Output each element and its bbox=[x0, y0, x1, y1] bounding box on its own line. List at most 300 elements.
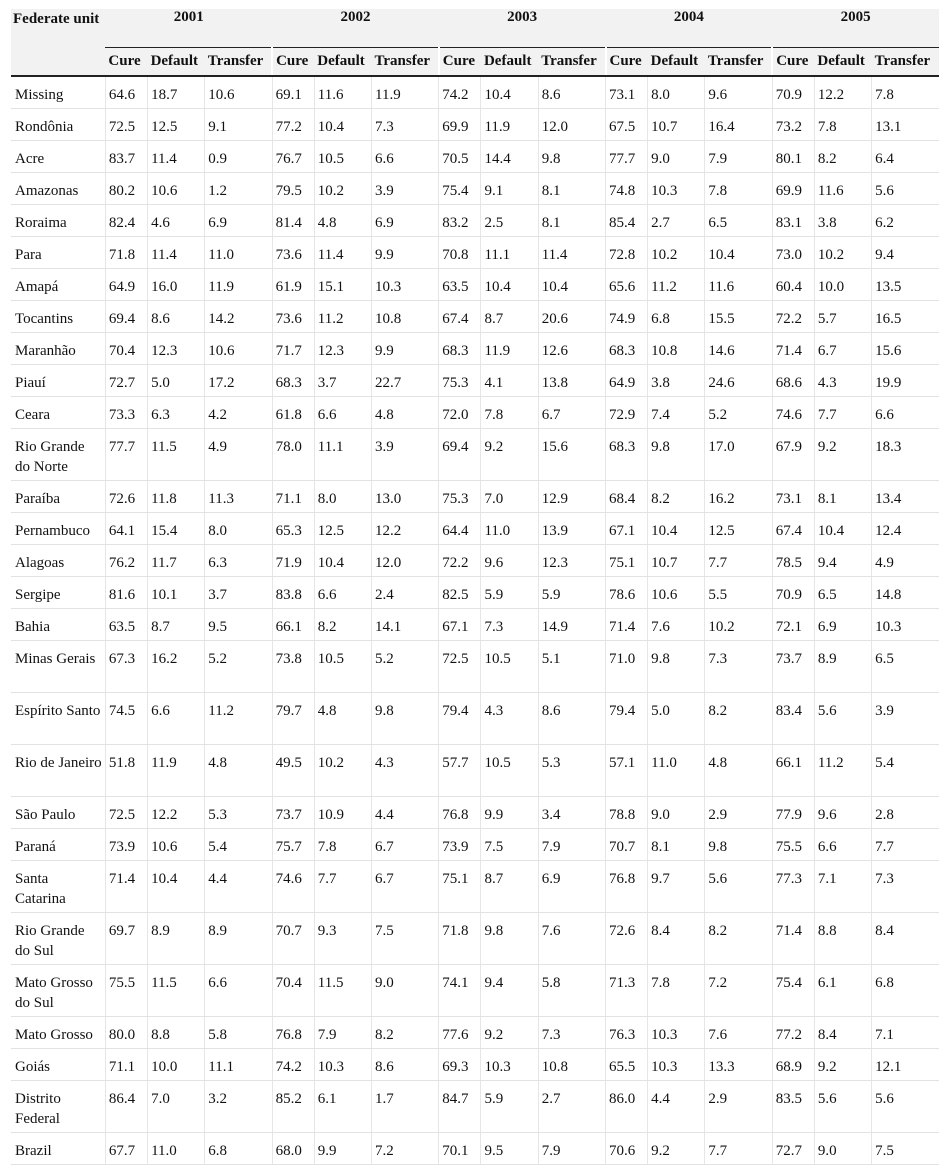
cure-2002-cell: 71.7 bbox=[272, 333, 314, 365]
default-2003-cell: 4.1 bbox=[481, 365, 538, 397]
transfer-2002-cell: 11.9 bbox=[372, 76, 439, 109]
cure-2001-cell: 77.7 bbox=[105, 429, 147, 481]
default-2002-cell: 10.4 bbox=[314, 109, 371, 141]
default-2005-cell: 8.1 bbox=[814, 481, 871, 513]
cure-2003-cell: 67.4 bbox=[439, 301, 481, 333]
federate-unit-cell: Minas Gerais bbox=[11, 641, 105, 693]
cure-2003-cell: 79.4 bbox=[439, 693, 481, 745]
default-2003-cell: 9.2 bbox=[481, 429, 538, 481]
cure-2002-cell: 71.9 bbox=[272, 545, 314, 577]
default-2003-cell: 9.6 bbox=[481, 545, 538, 577]
transfer-2002-cell: 2.4 bbox=[372, 577, 439, 609]
transfer-2005-cell: 6.2 bbox=[872, 205, 939, 237]
cure-2003-cell: 67.1 bbox=[439, 609, 481, 641]
default-2001-cell: 8.7 bbox=[148, 609, 205, 641]
cure-2004-cell: 65.6 bbox=[606, 269, 648, 301]
default-2005-cell: 10.2 bbox=[814, 237, 871, 269]
default-2001-cell: 10.4 bbox=[148, 861, 205, 913]
cure-2003-cell: 57.7 bbox=[439, 745, 481, 797]
cure-2004-cell: 71.4 bbox=[606, 609, 648, 641]
transfer-2003-cell: 12.0 bbox=[538, 109, 605, 141]
transfer-2004-cell: 2.9 bbox=[705, 1081, 772, 1133]
federate-unit-cell: Espírito Santo bbox=[11, 693, 105, 745]
default-2003-cell: 7.0 bbox=[481, 481, 538, 513]
cure-2002-cell: 73.7 bbox=[272, 797, 314, 829]
transfer-2001-cell: 17.2 bbox=[205, 365, 272, 397]
cure-2003-cell: 75.4 bbox=[439, 173, 481, 205]
federate-unit-cell: Paraná bbox=[11, 829, 105, 861]
transfer-2003-cell: 13.9 bbox=[538, 513, 605, 545]
default-2003-cell: 11.0 bbox=[481, 513, 538, 545]
table-row bbox=[11, 641, 939, 693]
table-row bbox=[11, 513, 939, 545]
default-2003-cell: 7.8 bbox=[481, 397, 538, 429]
transfer-2001-cell: 4.9 bbox=[205, 429, 272, 481]
header-transfer-2003: Transfer bbox=[538, 48, 605, 77]
transfer-2002-cell: 5.2 bbox=[372, 641, 439, 693]
default-2002-cell: 11.4 bbox=[314, 237, 371, 269]
transfer-2005-cell: 5.6 bbox=[872, 1081, 939, 1133]
cure-2005-cell: 70.9 bbox=[772, 76, 814, 109]
transfer-2002-cell: 6.7 bbox=[372, 829, 439, 861]
header-cure-2005: Cure bbox=[772, 48, 814, 77]
cure-2001-cell: 67.7 bbox=[105, 1133, 147, 1165]
transfer-2001-cell: 11.2 bbox=[205, 693, 272, 745]
transfer-2004-cell: 15.5 bbox=[705, 301, 772, 333]
transfer-2004-cell: 5.6 bbox=[705, 861, 772, 913]
cure-2004-cell: 72.6 bbox=[606, 913, 648, 965]
cure-2004-cell: 68.3 bbox=[606, 429, 648, 481]
table-body bbox=[11, 76, 939, 1165]
header-cure-2003: Cure bbox=[439, 48, 481, 77]
cure-2002-cell: 68.3 bbox=[272, 365, 314, 397]
cure-2002-cell: 74.2 bbox=[272, 1049, 314, 1081]
header-cure-2004: Cure bbox=[606, 48, 648, 77]
transfer-2004-cell: 7.7 bbox=[705, 545, 772, 577]
transfer-2002-cell: 12.0 bbox=[372, 545, 439, 577]
cure-2001-cell: 73.9 bbox=[105, 829, 147, 861]
default-2005-cell: 3.8 bbox=[814, 205, 871, 237]
cure-2003-cell: 77.6 bbox=[439, 1017, 481, 1049]
cure-2003-cell: 63.5 bbox=[439, 269, 481, 301]
cure-2001-cell: 72.5 bbox=[105, 797, 147, 829]
federate-unit-cell: Goiás bbox=[11, 1049, 105, 1081]
cure-2001-cell: 51.8 bbox=[105, 745, 147, 797]
transfer-2005-cell: 19.9 bbox=[872, 365, 939, 397]
cure-2002-cell: 70.7 bbox=[272, 913, 314, 965]
table-row bbox=[11, 1081, 939, 1133]
cure-2003-cell: 76.8 bbox=[439, 797, 481, 829]
cure-2005-cell: 77.2 bbox=[772, 1017, 814, 1049]
default-2001-cell: 10.6 bbox=[148, 173, 205, 205]
cure-2005-cell: 75.5 bbox=[772, 829, 814, 861]
transfer-2003-cell: 5.1 bbox=[538, 641, 605, 693]
transfer-2003-cell: 10.4 bbox=[538, 269, 605, 301]
cure-2005-cell: 73.0 bbox=[772, 237, 814, 269]
transfer-2005-cell: 2.8 bbox=[872, 797, 939, 829]
default-2005-cell: 9.2 bbox=[814, 429, 871, 481]
transfer-2005-cell: 7.8 bbox=[872, 76, 939, 109]
default-2002-cell: 3.7 bbox=[314, 365, 371, 397]
cure-2004-cell: 74.8 bbox=[606, 173, 648, 205]
default-2001-cell: 6.6 bbox=[148, 693, 205, 745]
transfer-2004-cell: 9.8 bbox=[705, 829, 772, 861]
default-2003-cell: 9.2 bbox=[481, 1017, 538, 1049]
default-2005-cell: 4.3 bbox=[814, 365, 871, 397]
cure-2003-cell: 75.1 bbox=[439, 861, 481, 913]
default-2004-cell: 11.0 bbox=[648, 745, 705, 797]
default-2004-cell: 4.4 bbox=[648, 1081, 705, 1133]
cure-2002-cell: 68.0 bbox=[272, 1133, 314, 1165]
default-2002-cell: 12.3 bbox=[314, 333, 371, 365]
default-2004-cell: 8.4 bbox=[648, 913, 705, 965]
transfer-2001-cell: 9.1 bbox=[205, 109, 272, 141]
federate-unit-cell: Maranhão bbox=[11, 333, 105, 365]
default-2005-cell: 5.6 bbox=[814, 1081, 871, 1133]
cure-2003-cell: 69.4 bbox=[439, 429, 481, 481]
default-2002-cell: 10.4 bbox=[314, 545, 371, 577]
transfer-2004-cell: 16.4 bbox=[705, 109, 772, 141]
cure-2005-cell: 69.9 bbox=[772, 173, 814, 205]
transfer-2005-cell: 7.3 bbox=[872, 861, 939, 913]
table-row bbox=[11, 429, 939, 481]
default-2005-cell: 9.2 bbox=[814, 1049, 871, 1081]
default-2003-cell: 7.5 bbox=[481, 829, 538, 861]
cure-2001-cell: 83.7 bbox=[105, 141, 147, 173]
cure-2002-cell: 85.2 bbox=[272, 1081, 314, 1133]
transfer-2003-cell: 15.6 bbox=[538, 429, 605, 481]
default-2005-cell: 11.6 bbox=[814, 173, 871, 205]
header-year-2002: 2002 bbox=[272, 9, 439, 48]
federate-unit-cell: Mato Grosso do Sul bbox=[11, 965, 105, 1017]
cure-2001-cell: 72.5 bbox=[105, 109, 147, 141]
cure-2004-cell: 72.8 bbox=[606, 237, 648, 269]
cure-2004-cell: 78.8 bbox=[606, 797, 648, 829]
default-2001-cell: 8.9 bbox=[148, 913, 205, 965]
transfer-2005-cell: 4.9 bbox=[872, 545, 939, 577]
cure-2003-cell: 72.5 bbox=[439, 641, 481, 693]
transfer-2001-cell: 9.5 bbox=[205, 609, 272, 641]
cure-2005-cell: 83.1 bbox=[772, 205, 814, 237]
header-year-2005: 2005 bbox=[772, 9, 939, 48]
transfer-2002-cell: 4.4 bbox=[372, 797, 439, 829]
cure-2001-cell: 82.4 bbox=[105, 205, 147, 237]
default-2002-cell: 10.2 bbox=[314, 173, 371, 205]
transfer-2002-cell: 1.7 bbox=[372, 1081, 439, 1133]
transfer-2004-cell: 2.9 bbox=[705, 797, 772, 829]
default-2002-cell: 9.9 bbox=[314, 1133, 371, 1165]
cure-2004-cell: 71.3 bbox=[606, 965, 648, 1017]
default-2001-cell: 11.5 bbox=[148, 429, 205, 481]
transfer-2002-cell: 10.8 bbox=[372, 301, 439, 333]
table-row bbox=[11, 481, 939, 513]
cure-2005-cell: 71.4 bbox=[772, 913, 814, 965]
transfer-2001-cell: 11.1 bbox=[205, 1049, 272, 1081]
federate-unit-cell: Roraima bbox=[11, 205, 105, 237]
default-2002-cell: 6.1 bbox=[314, 1081, 371, 1133]
table-row bbox=[11, 205, 939, 237]
default-2003-cell: 9.4 bbox=[481, 965, 538, 1017]
cure-2001-cell: 71.4 bbox=[105, 861, 147, 913]
transfer-2003-cell: 6.9 bbox=[538, 861, 605, 913]
header-transfer-2001: Transfer bbox=[205, 48, 272, 77]
transfer-2001-cell: 0.9 bbox=[205, 141, 272, 173]
federate-unit-cell: Brazil bbox=[11, 1133, 105, 1165]
cure-2001-cell: 74.5 bbox=[105, 693, 147, 745]
cure-2005-cell: 80.1 bbox=[772, 141, 814, 173]
default-2002-cell: 4.8 bbox=[314, 205, 371, 237]
default-2005-cell: 10.4 bbox=[814, 513, 871, 545]
cure-2002-cell: 76.7 bbox=[272, 141, 314, 173]
cure-2004-cell: 67.5 bbox=[606, 109, 648, 141]
transfer-2001-cell: 10.6 bbox=[205, 333, 272, 365]
header-year-2001: 2001 bbox=[105, 9, 272, 48]
transfer-2005-cell: 13.1 bbox=[872, 109, 939, 141]
default-2004-cell: 10.6 bbox=[648, 577, 705, 609]
default-2004-cell: 7.8 bbox=[648, 965, 705, 1017]
transfer-2005-cell: 10.3 bbox=[872, 609, 939, 641]
federate-unit-cell: Ceara bbox=[11, 397, 105, 429]
cure-2005-cell: 72.7 bbox=[772, 1133, 814, 1165]
transfer-2003-cell: 9.8 bbox=[538, 141, 605, 173]
default-2001-cell: 12.2 bbox=[148, 797, 205, 829]
transfer-2001-cell: 10.6 bbox=[205, 76, 272, 109]
default-2002-cell: 11.2 bbox=[314, 301, 371, 333]
cure-2001-cell: 72.6 bbox=[105, 481, 147, 513]
default-2003-cell: 11.9 bbox=[481, 333, 538, 365]
federate-unit-cell: Sergipe bbox=[11, 577, 105, 609]
default-2001-cell: 10.1 bbox=[148, 577, 205, 609]
default-2004-cell: 8.0 bbox=[648, 76, 705, 109]
cure-2001-cell: 80.0 bbox=[105, 1017, 147, 1049]
default-2003-cell: 10.4 bbox=[481, 269, 538, 301]
cure-2004-cell: 77.7 bbox=[606, 141, 648, 173]
transfer-2001-cell: 6.8 bbox=[205, 1133, 272, 1165]
cure-2002-cell: 73.6 bbox=[272, 237, 314, 269]
transfer-2005-cell: 13.4 bbox=[872, 481, 939, 513]
transfer-2005-cell: 8.4 bbox=[872, 913, 939, 965]
transfer-2001-cell: 4.8 bbox=[205, 745, 272, 797]
default-2004-cell: 10.8 bbox=[648, 333, 705, 365]
cure-2001-cell: 71.8 bbox=[105, 237, 147, 269]
cure-2002-cell: 78.0 bbox=[272, 429, 314, 481]
table-row bbox=[11, 797, 939, 829]
transfer-2003-cell: 7.9 bbox=[538, 829, 605, 861]
transfer-2005-cell: 5.6 bbox=[872, 173, 939, 205]
default-2004-cell: 9.7 bbox=[648, 861, 705, 913]
transfer-2003-cell: 5.9 bbox=[538, 577, 605, 609]
table-row bbox=[11, 173, 939, 205]
cure-2001-cell: 69.4 bbox=[105, 301, 147, 333]
header-year-2004: 2004 bbox=[606, 9, 773, 48]
cure-2004-cell: 79.4 bbox=[606, 693, 648, 745]
default-2004-cell: 9.8 bbox=[648, 641, 705, 693]
transfer-2001-cell: 4.4 bbox=[205, 861, 272, 913]
default-2001-cell: 11.9 bbox=[148, 745, 205, 797]
default-2004-cell: 3.8 bbox=[648, 365, 705, 397]
transfer-2004-cell: 10.2 bbox=[705, 609, 772, 641]
table-row bbox=[11, 693, 939, 745]
cure-2001-cell: 70.4 bbox=[105, 333, 147, 365]
federate-unit-cell: São Paulo bbox=[11, 797, 105, 829]
cure-2004-cell: 74.9 bbox=[606, 301, 648, 333]
default-2003-cell: 9.8 bbox=[481, 913, 538, 965]
federate-unit-cell: Amazonas bbox=[11, 173, 105, 205]
cure-2003-cell: 74.1 bbox=[439, 965, 481, 1017]
cure-2005-cell: 72.1 bbox=[772, 609, 814, 641]
transfer-2001-cell: 3.7 bbox=[205, 577, 272, 609]
transfer-2003-cell: 20.6 bbox=[538, 301, 605, 333]
transfer-2002-cell: 13.0 bbox=[372, 481, 439, 513]
default-2005-cell: 11.2 bbox=[814, 745, 871, 797]
cure-2005-cell: 68.9 bbox=[772, 1049, 814, 1081]
cure-2001-cell: 69.7 bbox=[105, 913, 147, 965]
cure-2001-cell: 67.3 bbox=[105, 641, 147, 693]
default-2004-cell: 7.6 bbox=[648, 609, 705, 641]
cure-2002-cell: 49.5 bbox=[272, 745, 314, 797]
transfer-2002-cell: 8.6 bbox=[372, 1049, 439, 1081]
transfer-2004-cell: 7.6 bbox=[705, 1017, 772, 1049]
federate-unit-cell: Paraíba bbox=[11, 481, 105, 513]
table-row bbox=[11, 1017, 939, 1049]
transfer-2001-cell: 3.2 bbox=[205, 1081, 272, 1133]
transfer-2004-cell: 7.3 bbox=[705, 641, 772, 693]
cure-2003-cell: 73.9 bbox=[439, 829, 481, 861]
transfer-2002-cell: 9.9 bbox=[372, 237, 439, 269]
transfer-2004-cell: 16.2 bbox=[705, 481, 772, 513]
default-2005-cell: 9.0 bbox=[814, 1133, 871, 1165]
federate-unit-cell: Para bbox=[11, 237, 105, 269]
default-2001-cell: 11.0 bbox=[148, 1133, 205, 1165]
transfer-2004-cell: 7.8 bbox=[705, 173, 772, 205]
default-2003-cell: 10.3 bbox=[481, 1049, 538, 1081]
default-2004-cell: 5.0 bbox=[648, 693, 705, 745]
cure-2004-cell: 78.6 bbox=[606, 577, 648, 609]
default-2002-cell: 10.9 bbox=[314, 797, 371, 829]
default-2004-cell: 10.2 bbox=[648, 237, 705, 269]
cure-2001-cell: 76.2 bbox=[105, 545, 147, 577]
cure-2005-cell: 68.6 bbox=[772, 365, 814, 397]
transfer-2005-cell: 6.5 bbox=[872, 641, 939, 693]
transfer-2002-cell: 3.9 bbox=[372, 429, 439, 481]
cure-2004-cell: 86.0 bbox=[606, 1081, 648, 1133]
default-2001-cell: 8.6 bbox=[148, 301, 205, 333]
transfer-2001-cell: 8.9 bbox=[205, 913, 272, 965]
cure-2001-cell: 72.7 bbox=[105, 365, 147, 397]
cure-2005-cell: 60.4 bbox=[772, 269, 814, 301]
default-2001-cell: 11.8 bbox=[148, 481, 205, 513]
cure-2001-cell: 86.4 bbox=[105, 1081, 147, 1133]
transfer-2002-cell: 14.1 bbox=[372, 609, 439, 641]
federate-unit-cell: Distrito Federal bbox=[11, 1081, 105, 1133]
transfer-2004-cell: 7.7 bbox=[705, 1133, 772, 1165]
transfer-2003-cell: 10.8 bbox=[538, 1049, 605, 1081]
transfer-2004-cell: 13.3 bbox=[705, 1049, 772, 1081]
default-2005-cell: 6.6 bbox=[814, 829, 871, 861]
transfer-2002-cell: 9.0 bbox=[372, 965, 439, 1017]
cure-2005-cell: 77.9 bbox=[772, 797, 814, 829]
cure-2004-cell: 76.8 bbox=[606, 861, 648, 913]
cure-2004-cell: 68.4 bbox=[606, 481, 648, 513]
default-2002-cell: 9.3 bbox=[314, 913, 371, 965]
cure-2002-cell: 76.8 bbox=[272, 1017, 314, 1049]
transfer-2001-cell: 14.2 bbox=[205, 301, 272, 333]
transfer-2004-cell: 17.0 bbox=[705, 429, 772, 481]
table-row bbox=[11, 76, 939, 109]
cure-2004-cell: 57.1 bbox=[606, 745, 648, 797]
transfer-2004-cell: 7.2 bbox=[705, 965, 772, 1017]
default-2002-cell: 11.5 bbox=[314, 965, 371, 1017]
cure-2002-cell: 61.9 bbox=[272, 269, 314, 301]
cure-2003-cell: 75.3 bbox=[439, 481, 481, 513]
transfer-2004-cell: 24.6 bbox=[705, 365, 772, 397]
transfer-2003-cell: 7.6 bbox=[538, 913, 605, 965]
cure-2005-cell: 83.4 bbox=[772, 693, 814, 745]
cure-2004-cell: 73.1 bbox=[606, 76, 648, 109]
default-2001-cell: 10.0 bbox=[148, 1049, 205, 1081]
default-2003-cell: 10.4 bbox=[481, 76, 538, 109]
table-row bbox=[11, 397, 939, 429]
transfer-2005-cell: 6.6 bbox=[872, 397, 939, 429]
cure-2002-cell: 61.8 bbox=[272, 397, 314, 429]
header-blank bbox=[11, 48, 105, 77]
transfer-2003-cell: 8.1 bbox=[538, 173, 605, 205]
transfer-2005-cell: 7.5 bbox=[872, 1133, 939, 1165]
cure-2004-cell: 68.3 bbox=[606, 333, 648, 365]
cure-2003-cell: 70.8 bbox=[439, 237, 481, 269]
default-2005-cell: 9.6 bbox=[814, 797, 871, 829]
federate-unit-cell: Rio Grande do Norte bbox=[11, 429, 105, 481]
federate-unit-cell: Alagoas bbox=[11, 545, 105, 577]
transfer-2003-cell: 7.3 bbox=[538, 1017, 605, 1049]
default-2005-cell: 8.8 bbox=[814, 913, 871, 965]
cure-2001-cell: 73.3 bbox=[105, 397, 147, 429]
cure-2005-cell: 67.9 bbox=[772, 429, 814, 481]
cure-2001-cell: 64.9 bbox=[105, 269, 147, 301]
header-row-years bbox=[11, 9, 939, 48]
default-2004-cell: 10.4 bbox=[648, 513, 705, 545]
transfer-2004-cell: 8.2 bbox=[705, 693, 772, 745]
default-2004-cell: 9.0 bbox=[648, 797, 705, 829]
table-row bbox=[11, 109, 939, 141]
default-2001-cell: 11.7 bbox=[148, 545, 205, 577]
transfer-2003-cell: 3.4 bbox=[538, 797, 605, 829]
default-2003-cell: 4.3 bbox=[481, 693, 538, 745]
default-2001-cell: 12.3 bbox=[148, 333, 205, 365]
default-2005-cell: 5.7 bbox=[814, 301, 871, 333]
transfer-2002-cell: 12.2 bbox=[372, 513, 439, 545]
table-container bbox=[11, 9, 939, 1165]
default-2004-cell: 8.1 bbox=[648, 829, 705, 861]
federate-unit-cell: Missing bbox=[11, 76, 105, 109]
federate-unit-cell: Bahia bbox=[11, 609, 105, 641]
cure-2002-cell: 73.8 bbox=[272, 641, 314, 693]
transfer-2002-cell: 6.7 bbox=[372, 861, 439, 913]
transfer-2002-cell: 6.6 bbox=[372, 141, 439, 173]
transfer-2005-cell: 12.4 bbox=[872, 513, 939, 545]
default-2001-cell: 18.7 bbox=[148, 76, 205, 109]
header-transfer-2005: Transfer bbox=[872, 48, 939, 77]
cure-2003-cell: 82.5 bbox=[439, 577, 481, 609]
federate-unit-cell: Pernambuco bbox=[11, 513, 105, 545]
cure-2003-cell: 68.3 bbox=[439, 333, 481, 365]
transfer-2001-cell: 4.2 bbox=[205, 397, 272, 429]
transfer-2005-cell: 3.9 bbox=[872, 693, 939, 745]
default-2004-cell: 10.7 bbox=[648, 109, 705, 141]
federate-unit-cell: Rondônia bbox=[11, 109, 105, 141]
cure-2002-cell: 66.1 bbox=[272, 609, 314, 641]
default-2004-cell: 9.8 bbox=[648, 429, 705, 481]
